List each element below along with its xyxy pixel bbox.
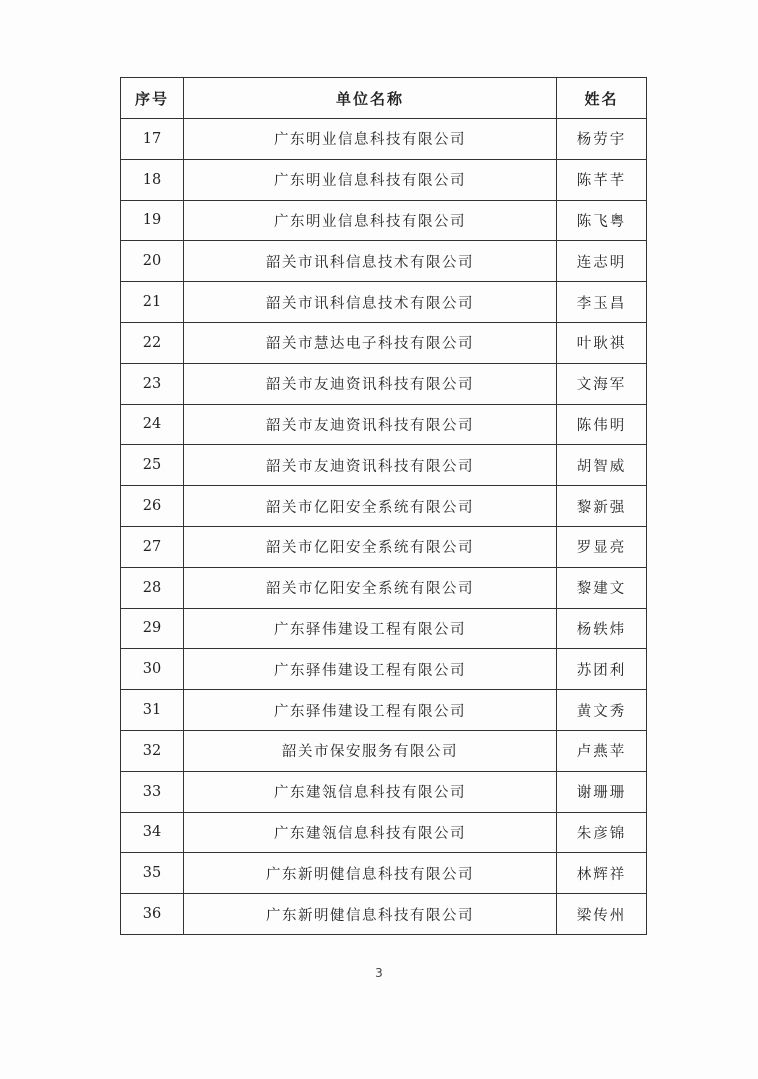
- row-index: 23: [121, 363, 184, 404]
- table-row: [121, 812, 647, 853]
- row-unit: 广东明业信息科技有限公司: [184, 159, 557, 200]
- row-name: 黎新强: [557, 486, 647, 527]
- table-row: [121, 282, 647, 323]
- row-index: 32: [121, 730, 184, 771]
- row-name: 文海军: [557, 363, 647, 404]
- header-index: 序号: [121, 78, 184, 119]
- row-index: 22: [121, 322, 184, 363]
- table-row: [121, 853, 647, 894]
- table-row: [121, 200, 647, 241]
- personnel-table: [120, 77, 647, 935]
- row-name: 卢燕苹: [557, 730, 647, 771]
- row-index: 19: [121, 200, 184, 241]
- row-index: 31: [121, 690, 184, 731]
- table-row: [121, 363, 647, 404]
- table-row: [121, 445, 647, 486]
- table-row: [121, 322, 647, 363]
- row-name: 苏团利: [557, 649, 647, 690]
- row-unit: 广东建瓴信息科技有限公司: [184, 812, 557, 853]
- row-index: 21: [121, 282, 184, 323]
- row-index: 26: [121, 486, 184, 527]
- row-name: 罗显亮: [557, 526, 647, 567]
- table-row: [121, 567, 647, 608]
- table-row: [121, 241, 647, 282]
- row-index: 18: [121, 159, 184, 200]
- row-unit: 广东驿伟建设工程有限公司: [184, 649, 557, 690]
- row-name: 胡智威: [557, 445, 647, 486]
- row-name: 梁传州: [557, 894, 647, 935]
- row-unit: 广东建瓴信息科技有限公司: [184, 771, 557, 812]
- row-index: 28: [121, 567, 184, 608]
- row-name: 叶耿祺: [557, 322, 647, 363]
- table-row: [121, 119, 647, 160]
- table-row: [121, 404, 647, 445]
- table-row: [121, 649, 647, 690]
- row-name: 陈伟明: [557, 404, 647, 445]
- row-name: 杨劳宇: [557, 119, 647, 160]
- table-row: [121, 730, 647, 771]
- row-name: 朱彦锦: [557, 812, 647, 853]
- row-index: 34: [121, 812, 184, 853]
- row-name: 陈芊芊: [557, 159, 647, 200]
- row-index: 20: [121, 241, 184, 282]
- row-name: 黄文秀: [557, 690, 647, 731]
- row-unit: 广东明业信息科技有限公司: [184, 200, 557, 241]
- row-index: 33: [121, 771, 184, 812]
- row-unit: 韶关市亿阳安全系统有限公司: [184, 526, 557, 567]
- table-header-row: [121, 78, 647, 119]
- row-name: 黎建文: [557, 567, 647, 608]
- row-name: 连志明: [557, 241, 647, 282]
- row-unit: 广东新明健信息科技有限公司: [184, 894, 557, 935]
- row-name: 杨轶炜: [557, 608, 647, 649]
- table-row: [121, 608, 647, 649]
- row-index: 25: [121, 445, 184, 486]
- row-index: 17: [121, 119, 184, 160]
- header-unit: 单位名称: [184, 78, 557, 119]
- row-unit: 韶关市亿阳安全系统有限公司: [184, 567, 557, 608]
- table-row: [121, 159, 647, 200]
- table-row: [121, 526, 647, 567]
- row-unit: 广东驿伟建设工程有限公司: [184, 608, 557, 649]
- row-unit: 广东驿伟建设工程有限公司: [184, 690, 557, 731]
- row-index: 27: [121, 526, 184, 567]
- table-row: [121, 894, 647, 935]
- row-unit: 广东明业信息科技有限公司: [184, 119, 557, 160]
- row-index: 35: [121, 853, 184, 894]
- row-name: 谢珊珊: [557, 771, 647, 812]
- header-name: 姓名: [557, 78, 647, 119]
- row-unit: 韶关市讯科信息技术有限公司: [184, 241, 557, 282]
- row-index: 29: [121, 608, 184, 649]
- row-index: 30: [121, 649, 184, 690]
- row-name: 陈飞粤: [557, 200, 647, 241]
- page-number: 3: [375, 966, 383, 980]
- row-unit: 韶关市友迪资讯科技有限公司: [184, 445, 557, 486]
- row-index: 24: [121, 404, 184, 445]
- table-row: [121, 771, 647, 812]
- row-unit: 韶关市讯科信息技术有限公司: [184, 282, 557, 323]
- row-name: 林辉祥: [557, 853, 647, 894]
- row-index: 36: [121, 894, 184, 935]
- row-unit: 韶关市亿阳安全系统有限公司: [184, 486, 557, 527]
- row-unit: 韶关市慧达电子科技有限公司: [184, 322, 557, 363]
- table-row: [121, 486, 647, 527]
- row-unit: 韶关市友迪资讯科技有限公司: [184, 404, 557, 445]
- row-name: 李玉昌: [557, 282, 647, 323]
- row-unit: 广东新明健信息科技有限公司: [184, 853, 557, 894]
- row-unit: 韶关市友迪资讯科技有限公司: [184, 363, 557, 404]
- row-unit: 韶关市保安服务有限公司: [184, 730, 557, 771]
- table-row: [121, 690, 647, 731]
